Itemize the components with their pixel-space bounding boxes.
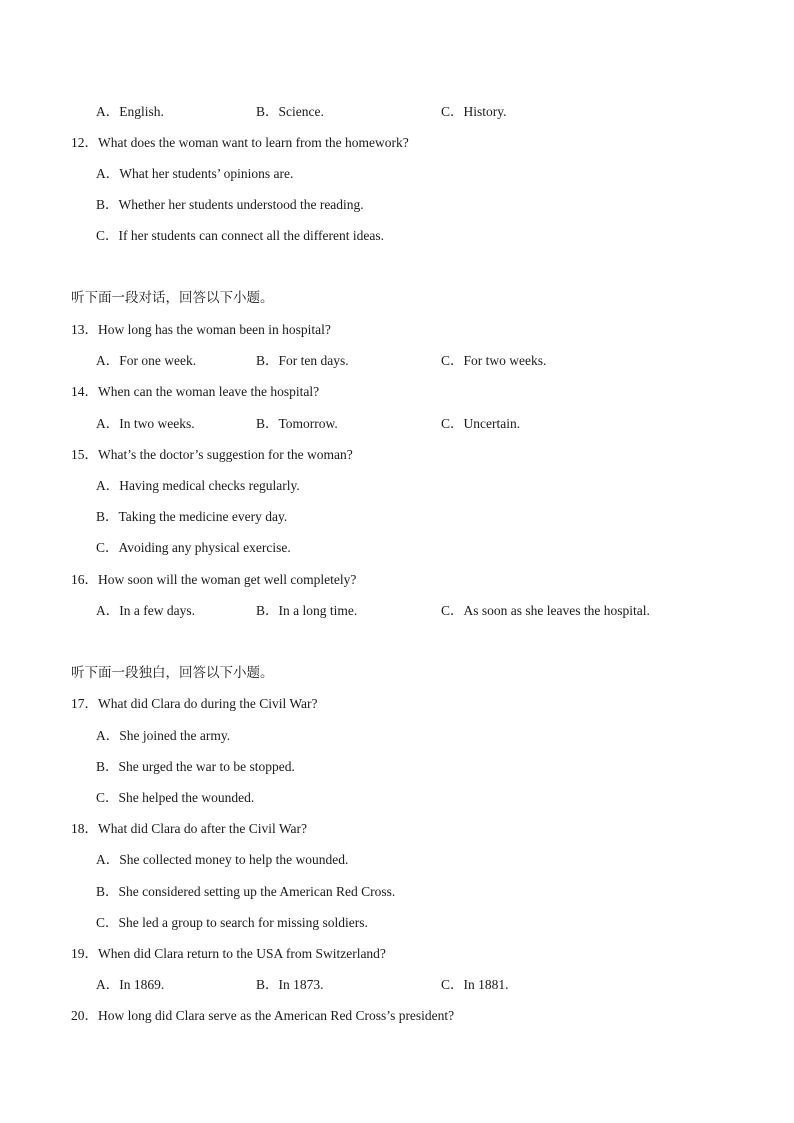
answer-option-c: C．For two weeks. [441, 353, 547, 368]
answer-option-b: B．For ten days. [256, 353, 349, 368]
answer-option-b: B．In a long time. [256, 603, 358, 618]
answer-option: C．She led a group to search for missing soldiers. [96, 915, 368, 930]
answer-option-a: A．In two weeks. [96, 416, 195, 431]
answer-option-c: C．As soon as she leaves the hospital. [441, 603, 650, 618]
question-text: 17．What did Clara do during the Civil War? [71, 696, 318, 711]
question-text: 20．How long did Clara serve as the American Red Cross’s president? [71, 1008, 455, 1023]
answer-option-c: C．In 1881. [441, 977, 509, 992]
section-instruction: 听下面一段独白，回答以下小题。 [71, 665, 274, 681]
answer-option: B．Whether her students understood the reading. [96, 197, 364, 212]
answer-option: C．Avoiding any physical exercise. [96, 540, 291, 555]
answer-option-b: B．Tomorrow. [256, 416, 338, 431]
answer-option-a: A．For one week. [96, 353, 197, 368]
question-text: 15．What’s the doctor’s suggestion for the woman? [71, 447, 353, 462]
answer-option: C．If her students can connect all the different ideas. [96, 228, 385, 243]
answer-option: A．Having medical checks regularly. [96, 478, 300, 493]
answer-option: B．She considered setting up the American Red Cross. [96, 884, 396, 899]
answer-option: A．She joined the army. [96, 728, 231, 743]
question-text: 13．How long has the woman been in hospital? [71, 322, 331, 337]
answer-option: A．What her students’ opinions are. [96, 166, 294, 181]
question-text: 18．What did Clara do after the Civil War? [71, 821, 307, 836]
answer-option-b: B．Science. [256, 104, 324, 119]
answer-option-b: B．In 1873. [256, 977, 324, 992]
answer-option: B．She urged the war to be stopped. [96, 759, 295, 774]
question-text: 14．When can the woman leave the hospital? [71, 384, 320, 399]
answer-option: A．She collected money to help the wounded. [96, 852, 349, 867]
answer-option-a: A．In a few days. [96, 603, 195, 618]
section-instruction: 听下面一段对话，回答以下小题。 [71, 290, 274, 306]
question-text: 16．How soon will the woman get well completely? [71, 572, 357, 587]
answer-option-a: A．English. [96, 104, 164, 119]
question-text: 19．When did Clara return to the USA from Switzerland? [71, 946, 386, 961]
answer-option-a: A．In 1869. [96, 977, 165, 992]
answer-option: B．Taking the medicine every day. [96, 509, 288, 524]
answer-option: C．She helped the wounded. [96, 790, 255, 805]
question-text: 12．What does the woman want to learn from the homework? [71, 135, 409, 150]
answer-option-c: C．Uncertain. [441, 416, 521, 431]
answer-option-c: C．History. [441, 104, 507, 119]
